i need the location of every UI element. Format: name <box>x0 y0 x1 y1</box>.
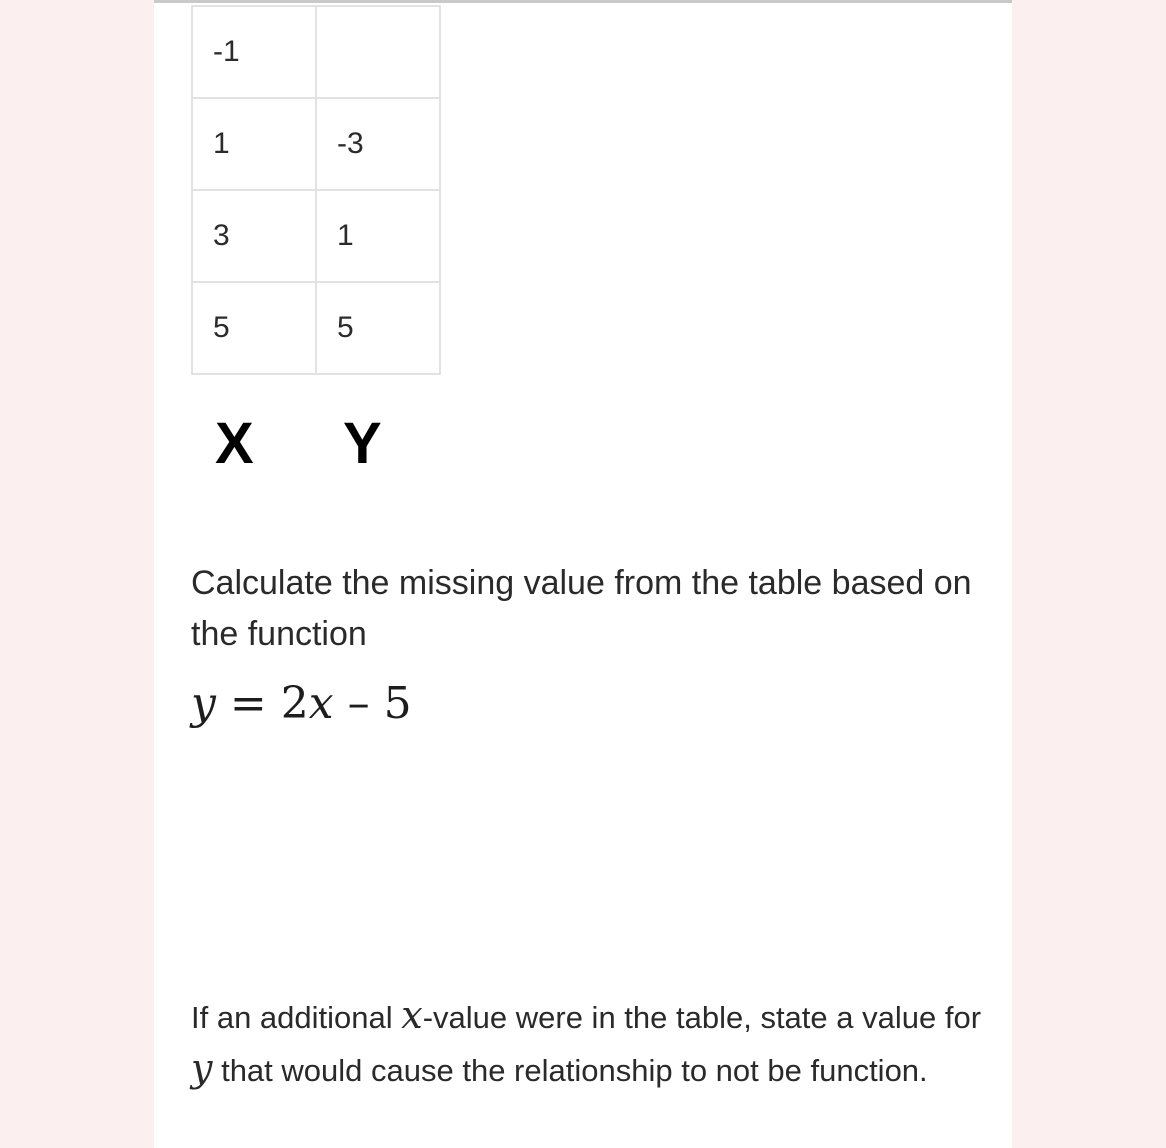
table-cell-y-missing <box>316 6 440 98</box>
table-cell-y: 1 <box>316 190 440 282</box>
table-cell-x: 3 <box>192 190 316 282</box>
function-equation <box>191 678 412 729</box>
table-row <box>192 190 440 282</box>
question-text <box>191 990 991 1096</box>
table-cell-x: 1 <box>192 98 316 190</box>
question-part2: -value were in the table, state a value for <box>422 1000 982 1035</box>
equation-lhs: y <box>191 678 216 729</box>
value-table <box>191 5 441 375</box>
equation-minus: – <box>347 678 370 729</box>
table-cell-y: -3 <box>316 98 440 190</box>
x-column-label: X <box>215 411 254 476</box>
question-part1: If an additional <box>191 1000 402 1035</box>
table-row <box>192 98 440 190</box>
y-column-label: Y <box>343 411 382 476</box>
table-cell-y: 5 <box>316 282 440 374</box>
top-divider <box>154 0 1012 3</box>
table-cell-x: -1 <box>192 6 316 98</box>
equation-equals: = <box>229 678 267 729</box>
question-var-x: x <box>401 993 423 1037</box>
equation-coef: 2 <box>280 678 309 729</box>
table-cell-x: 5 <box>192 282 316 374</box>
equation-var: x <box>308 678 334 729</box>
equation-constant: 5 <box>383 678 412 729</box>
table-row <box>192 282 440 374</box>
question-part3: that would cause the relationship to not be function. <box>212 1053 928 1088</box>
question-var-y: y <box>191 1046 213 1090</box>
table-row <box>192 6 440 98</box>
prompt-text: Calculate the missing value from the table based on the function <box>191 564 972 653</box>
